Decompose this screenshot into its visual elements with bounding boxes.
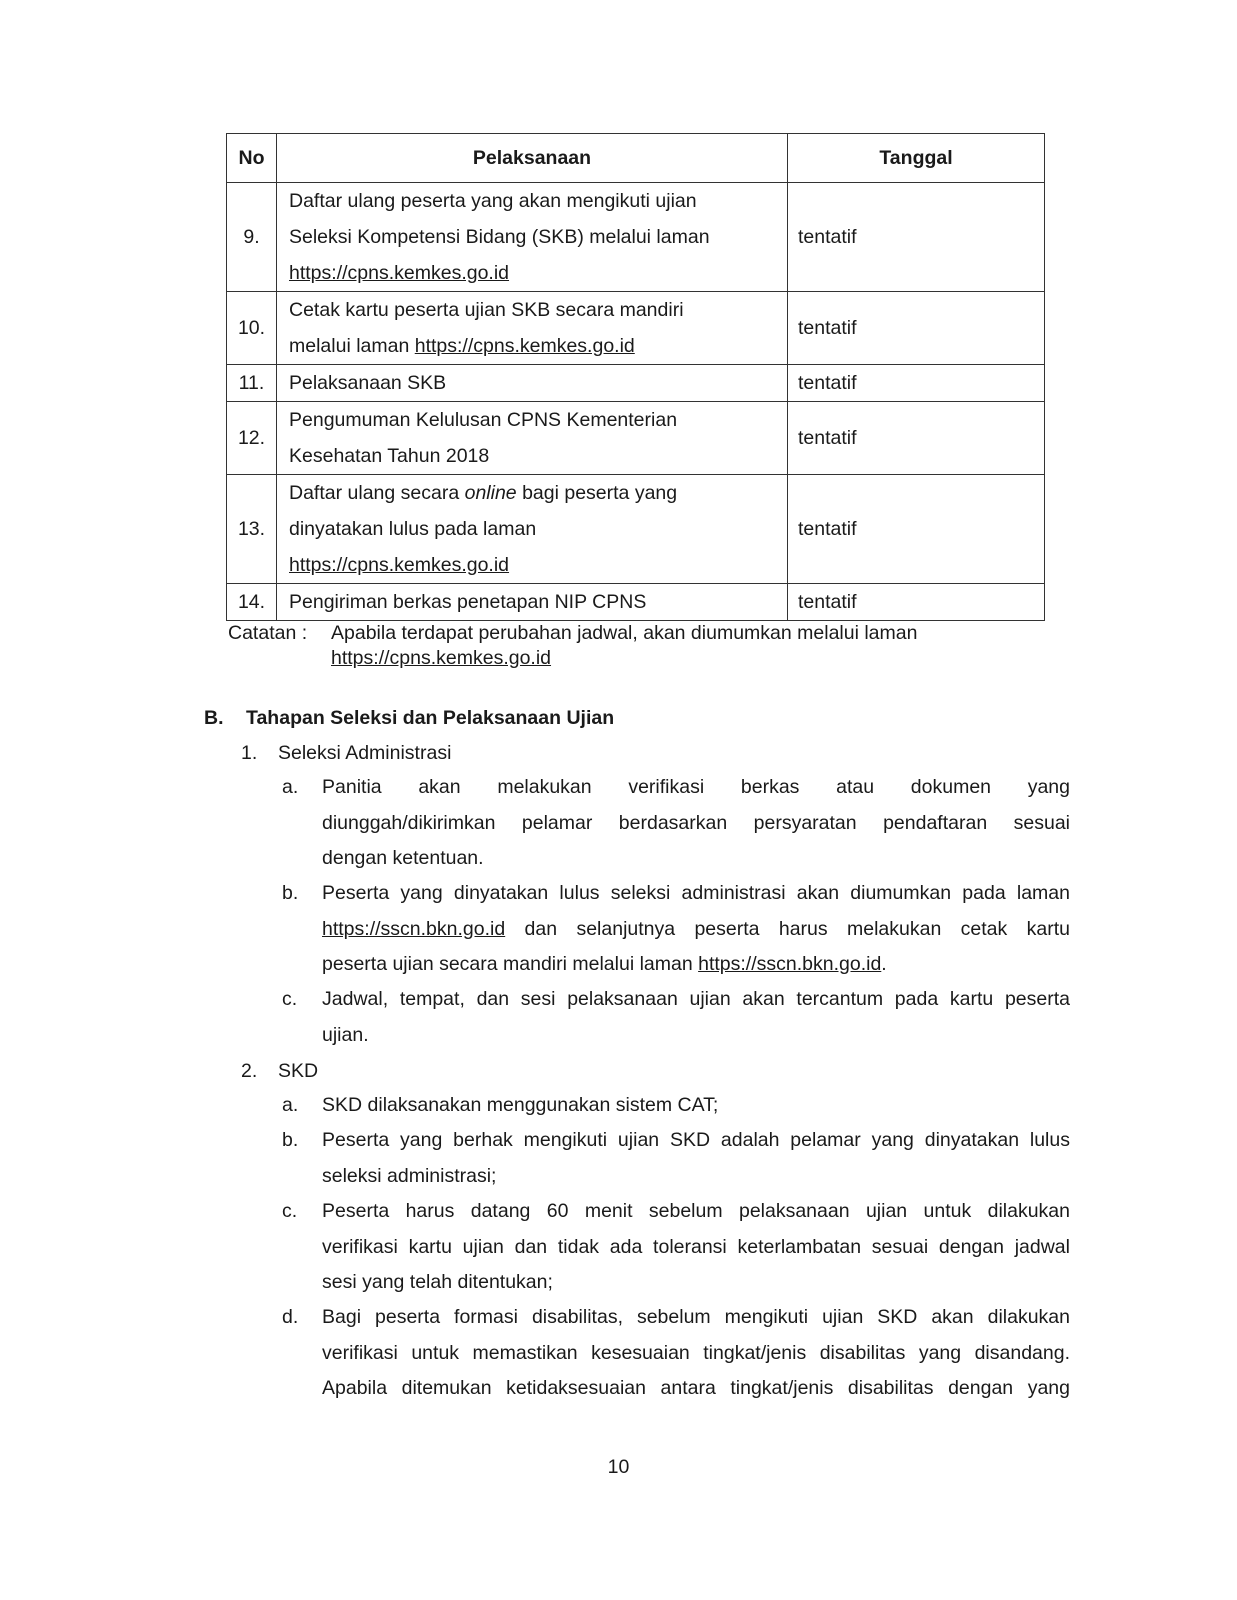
cpns-link[interactable]: https://cpns.kemkes.go.id [289, 262, 510, 284]
table-row [227, 292, 1045, 365]
table-row [227, 475, 1045, 584]
header-tanggal: Tanggal [788, 134, 1045, 183]
item-line: ujian. [322, 1023, 369, 1046]
row-text-fragment: melalui laman [289, 335, 415, 357]
subsection-title: SKD [278, 1060, 319, 1082]
row-pelaksanaan [277, 292, 788, 365]
item-letter: a. [282, 776, 299, 798]
subsection-number: 2. [241, 1060, 258, 1082]
row-tanggal: tentatif [788, 402, 1045, 475]
table-header-row [227, 134, 1045, 183]
item-letter: b. [282, 1129, 299, 1151]
note-text: Apabila terdapat perubahan jadwal, akan diumumkan melalui laman [331, 622, 918, 644]
row-text-line: Pengumuman Kelulusan CPNS Kementerian [289, 409, 678, 431]
row-pelaksanaan [277, 475, 788, 584]
note-label: Catatan : [228, 622, 308, 644]
item-text-fragment: peserta ujian secara mandiri melalui laman [322, 953, 699, 975]
item-line: diunggah/dikirimkan pelamar berdasarkan persyaratan pendaftaran sesuai [322, 811, 1070, 834]
item-line: sesi yang telah ditentukan; [322, 1271, 553, 1293]
row-text-fragment: bagi peserta yang [516, 482, 678, 504]
item-letter: b. [282, 882, 299, 904]
item-line: Apabila ditemukan ketidaksesuaian antara tingkat/jenis disabilitas dengan yang [322, 1377, 1070, 1399]
row-pelaksanaan: Pengiriman berkas penetapan NIP CPNS [277, 584, 788, 621]
header-no: No [227, 134, 277, 183]
cpns-link[interactable]: https://cpns.kemkes.go.id [289, 554, 510, 576]
page-number: 10 [607, 1456, 630, 1478]
subsection-title: Seleksi Administrasi [278, 742, 452, 764]
row-number: 14. [227, 584, 277, 621]
table-row [227, 402, 1045, 475]
table-row [227, 584, 1045, 621]
row-number: 12. [227, 402, 277, 475]
item-line: Peserta yang berhak mengikuti ujian SKD adalah pelamar yang dinyatakan lulus [322, 1129, 1070, 1151]
sscn-link[interactable]: https://sscn.bkn.go.id [698, 953, 882, 975]
row-text-fragment: Daftar ulang secara [289, 482, 465, 504]
row-number: 9. [227, 183, 277, 292]
item-letter: c. [282, 988, 298, 1010]
item-line: Jadwal, tempat, dan sesi pelaksanaan ujian akan tercantum pada kartu peserta [322, 988, 1070, 1010]
item-line: dengan ketentuan. [322, 847, 484, 869]
item-line: SKD dilaksanakan menggunakan sistem CAT; [322, 1094, 719, 1116]
item-line: Peserta harus datang 60 menit sebelum pelaksanaan ujian untuk dilakukan [322, 1200, 1070, 1222]
sscn-link[interactable]: https://sscn.bkn.go.id [322, 917, 506, 940]
header-pelaksanaan: Pelaksanaan [277, 134, 788, 183]
schedule-table [226, 133, 1045, 621]
item-text-fragment: . [881, 953, 887, 975]
row-number: 13. [227, 475, 277, 584]
section-title: Tahapan Seleksi dan Pelaksanaan Ujian [246, 707, 615, 729]
item-line: verifikasi kartu ujian dan tidak ada toleransi keterlambatan sesuai dengan jadwal [322, 1235, 1070, 1258]
note-link[interactable]: https://cpns.kemkes.go.id [331, 647, 552, 669]
item-line: Peserta yang dinyatakan lulus seleksi administrasi akan diumumkan pada laman [322, 882, 1070, 904]
row-number: 10. [227, 292, 277, 365]
item-text-fragment: dan selanjutnya peserta harus melakukan cetak kartu [505, 917, 1070, 940]
cpns-link[interactable]: https://cpns.kemkes.go.id [414, 335, 635, 357]
row-tanggal: tentatif [788, 183, 1045, 292]
item-letter: d. [282, 1306, 299, 1328]
row-text-line: Seleksi Kompetensi Bidang (SKB) melalui laman [289, 226, 710, 248]
table-row [227, 365, 1045, 402]
item-line: seleksi administrasi; [322, 1164, 497, 1187]
table-row [227, 183, 1045, 292]
subsection-number: 1. [241, 742, 258, 764]
item-line: Panitia akan melakukan verifikasi berkas atau dokumen yang [322, 776, 1070, 798]
row-number: 11. [227, 365, 277, 402]
row-text-line: dinyatakan lulus pada laman [289, 518, 537, 540]
item-line: verifikasi untuk memastikan kesesuaian tingkat/jenis disabilitas yang disandang. [322, 1341, 1070, 1364]
item-line: Bagi peserta formasi disabilitas, sebelum mengikuti ujian SKD akan dilakukan [322, 1306, 1070, 1328]
item-letter: c. [282, 1200, 298, 1222]
row-tanggal: tentatif [788, 584, 1045, 621]
item-letter: a. [282, 1094, 299, 1116]
row-tanggal: tentatif [788, 292, 1045, 365]
row-text-line: Cetak kartu peserta ujian SKB secara mandiri [289, 299, 684, 321]
row-pelaksanaan: Pelaksanaan SKB [277, 365, 788, 402]
row-text-emphasis: online [464, 482, 517, 504]
row-pelaksanaan [277, 402, 788, 475]
row-text-line: Daftar ulang peserta yang akan mengikuti ujian [289, 190, 697, 212]
row-pelaksanaan [277, 183, 788, 292]
section-mark: B. [204, 707, 224, 729]
row-tanggal: tentatif [788, 475, 1045, 584]
row-tanggal: tentatif [788, 365, 1045, 402]
row-text-line: Kesehatan Tahun 2018 [289, 445, 490, 467]
